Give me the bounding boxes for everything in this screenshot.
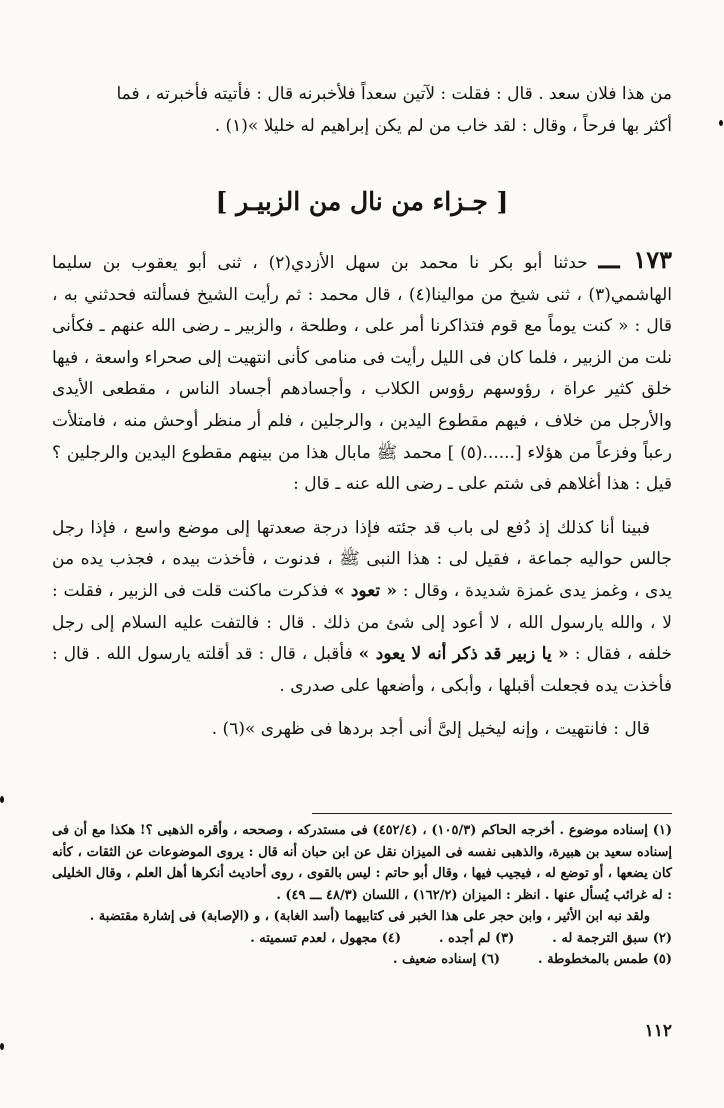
scan-speck xyxy=(719,120,723,126)
dream-part-3: فأقبل ، قال : قد أقلته يارسول الله . قال : فأخذت يده فجعلت أقبلها ، وأبكى ، وأضعها على صدرى . xyxy=(52,644,672,696)
dream-bold-2: « يا زبير قد ذكر أنه لا يعود » xyxy=(358,644,569,665)
footnote-1-continued: ولقد نبه ابن الأثير ، وابن حجر على هذا الخبر فى كتابيهما (أسد الغابة) ، و (الإصابة) فى إشارة مقتضبة . xyxy=(89,909,650,924)
footnote-1: (١) إسناده موضوع . أخرجه الحاكم (١٠٥/٣) ، (٤٥٢/٤) فى مستدركه ، وصححه ، وأقره الذهبى ؟! هكذا مع أن فى إسناده سعيد بن هبيرة، والذهبى نفسه فى الميزان نقل عن ابن حبان أنه قال : يروى الموضوعات عن الثقات ، كأنه كان يضعها ، أو توضع له ، فيجيب فيها ، وقال أبو حاتم : ليس بالقوى ، روى أحاديث أنكرها أهل العلم ، وقال الخليلى : له غرائب يُسأل عنها . انظر : الميزان (١٦٢/٢) ، اللسان (٤٨/٣ ـــ ٤٩) . xyxy=(52,823,672,903)
entry-number: ١٧٣ ـــ xyxy=(598,245,673,274)
closing-paragraph: قال : فانتهيت ، وإنه ليخيل إلىَّ أنى أجد بردها فى ظهرى »(٦) . xyxy=(211,719,650,740)
entry-text: حدثنا أبو بكر نا محمد بن سهل الأزدي(٢) ، ثنى أبو يعقوب بن سليما الهاشمي(٣) ، ثنى شيخ من موالينا(٤) ، قال محمد : ثم رأيت الشيخ فسألته فحدثني به ، قال : « كنت يوماً مع قوم فتذاكرنا أمر على ، وطلحة ، والزبير ـ رضى الله عنهم ـ فكأنى نلت من الزبير ، فلما كان فى الليل رأيت فى منامى كأنى انتهيت إلى صحراء واسعة ، فيها خلق كثير عراة ، رؤوسهم رؤوس الكلاب ، وأجسادهم أجساد الناس ، مقطعى الأيدى والأرجل من خلاف ، فيهم مقطوع اليدين ، والرجلين ، فلم أر منظر أوحش منه ، فامتلأت رعباً وفزعاً من هؤلاء [......(٥) ] محمد ﷺ مابال هذا من بينهم مقطوع اليدين والرجلين ؟ قيل : هذا أغلاهم فى شتم على ـ رضى الله عنه ـ قال : xyxy=(52,253,672,495)
intro-line-2: أكثر بها فرحاً ، وقال : لقد خاب من لم يكن إبراهيم له خليلا »(١) . xyxy=(214,116,672,136)
footnote-4: (٤) مجهول ، لعدم تسميته . xyxy=(250,930,401,946)
entry-173 xyxy=(52,244,672,501)
footnote-5: (٥) طمس بالمخطوطة . xyxy=(538,952,672,967)
intro-line-1: من هذا فلان سعد . قال : فقلت : لآتين سعداً فلأخبرنه قال : فأتيته فأخبرته ، فما xyxy=(116,84,672,104)
scan-speck xyxy=(0,796,4,803)
footnote-2: (٢) سبق الترجمة له . xyxy=(552,930,672,946)
intro-paragraph xyxy=(52,78,672,142)
dream-bold-1: « تعود » xyxy=(334,580,397,601)
footnotes xyxy=(52,820,672,971)
footnote-divider xyxy=(312,813,672,814)
footnotes-row-1 xyxy=(52,928,672,950)
dream-part-1: فبينا أنا كذلك إذ دُفع لى باب قد جئته فإذا درجة صعدتها إلى موضع واسع ، فإذا رجل جالس حواليه جماعة ، فقيل لى : هذا النبى ﷺ ، فدنوت ، فأخذت بيده ، فجذب يده من يدى ، وغمز يدى غمزة شديدة ، وقال : xyxy=(52,517,672,601)
scan-speck xyxy=(0,1043,4,1050)
dream-part-2: فذكرت ماكنت قلت فى الزبير ، فقلت : لا ، والله يارسول الله ، لا أعود إلى شئ من ذلك . قال : فالتفت عليه السلام إلى رجل خلفه ، فقال : xyxy=(52,580,672,665)
footnote-3: (٣) لم أجده . xyxy=(439,930,515,946)
footnotes-row-2 xyxy=(52,949,672,971)
page-number: ١١٢ xyxy=(644,1021,672,1041)
footnote-6: (٦) إسناده ضعيف . xyxy=(392,952,501,967)
dream-paragraph xyxy=(52,513,672,703)
page-body xyxy=(52,78,672,746)
section-heading: [ جـزاء من نال من الزبيـر ] xyxy=(215,187,509,216)
